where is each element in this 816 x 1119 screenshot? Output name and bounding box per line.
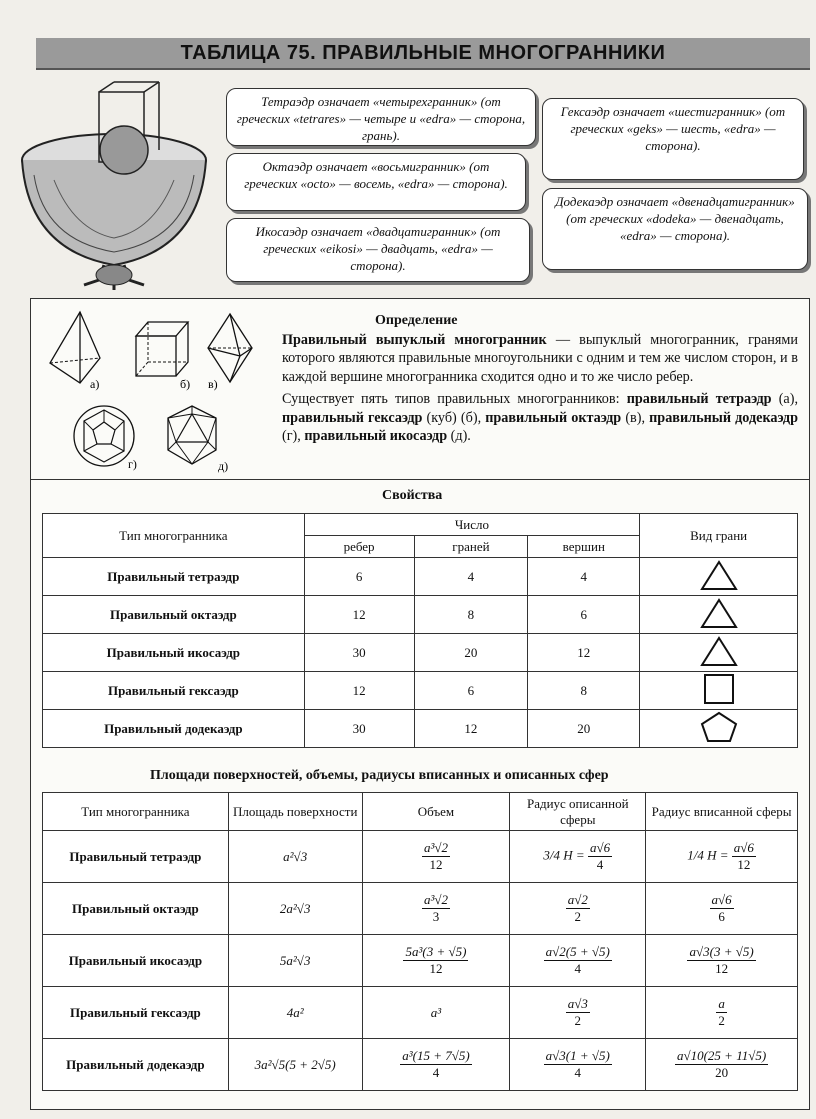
bubble-octahedron: Октаэдр означает «восьмигранник» (от греческих «octo» — восемь, «edra» — сторона).	[226, 153, 526, 211]
table-row: Правильный икосаэдр 5a²√3 $\frac{\text{5a³(3 + √5)}}{12}$ $\frac{a√2(5 + √5)}{4}$ $\frac{a√3(3 + √5)}{12}$	[43, 935, 798, 987]
bubble-icosahedron: Икосаэдр означает «двадцатигранник» (от греческих «eikosi» — двадцать, «edra» — сторона).	[226, 218, 530, 282]
table-row: Правильный гексаэдр 4a² a³ $\frac{a√3}{2}$ $\frac{a}{2}$	[43, 987, 798, 1039]
table-row: Правильный октаэдр 2a²√3 $\frac{\text{a³√2}}{3}$ $\frac{a√2}{2}$ $\frac{a√6}{6}$	[43, 883, 798, 935]
col-volume: Объем	[362, 793, 510, 831]
figure-label-b: б)	[180, 377, 191, 391]
triangle-face-icon	[699, 559, 739, 591]
col-face-view: Вид грани	[640, 514, 798, 558]
col-vertices: вершин	[528, 536, 640, 558]
col-edges: ребер	[304, 536, 414, 558]
col-faces: граней	[414, 536, 528, 558]
properties-title: Свойства	[382, 488, 443, 503]
formulas-table	[42, 792, 798, 1091]
table-row: Правильный додекаэдр 30 12 20	[43, 710, 798, 748]
col-type: Тип многогранника	[43, 793, 229, 831]
triangle-face-icon	[699, 635, 739, 667]
square-face-icon	[699, 673, 739, 705]
table-row: Правильный тетраэдр a²√3 $\frac{\text{a³√2}}{12}$ 3/4 H = $\frac{a√6}{4}$ 1/4 H = $\frac{a√6}{12}$	[43, 831, 798, 883]
table-row: Правильный икосаэдр 30 20 12	[43, 634, 798, 672]
definition-title: Определение	[375, 313, 458, 328]
table-row: Правильный додекаэдр 3a²√5(5 + 2√5) $\frac{\text{a³(15 + 7√5)}}{4}$ $\frac{a√3(1 + √5)}{4}$ $\frac{a√10(25 + 11√5)}{20}$	[43, 1039, 798, 1091]
page-title-bar	[36, 38, 810, 70]
page-title: ТАБЛИЦА 75. ПРАВИЛЬНЫЕ МНОГОГРАННИКИ	[180, 41, 666, 64]
figure-label-a: а)	[90, 377, 100, 391]
col-r-in: Радиус вписанной сферы	[646, 793, 798, 831]
octahedron-figure	[208, 314, 252, 391]
definition-text: Правильный выпуклый многогранник — выпуклый многогранник, гранями которого являются правильные многоугольники с одним и тем же числом сторон, и в каждой вершине многогранника сходится одно и то же число ребер. Существует пять типов правильных многогранников: правильный тетраэдр (а), правильный гексаэдр (куб) (б), правильный октаэдр (в), правильный додекаэдр (г), правильный икосаэдр (д).	[282, 332, 798, 445]
polyhedra-figures	[40, 308, 270, 478]
figure-label-d: г)	[128, 457, 137, 471]
table-row: Правильный тетраэдр 6 4 4	[43, 558, 798, 596]
tetrahedron-figure	[50, 312, 100, 391]
col-r-out: Радиус описанной сферы	[510, 793, 646, 831]
col-type: Тип многогранника	[43, 514, 305, 558]
pentagon-face-icon	[699, 711, 739, 743]
kepler-model-illustration	[14, 80, 214, 295]
bubble-tetrahedron: Тетраэдр означает «четырехгранник» (от греческих «tetrares» — четыре и «edra» — сторона, грань).	[226, 88, 536, 146]
triangle-face-icon	[699, 597, 739, 629]
definition-term: Правильный выпуклый многогранник	[282, 332, 547, 348]
bubble-dodecahedron: Додекаэдр означает «двенадцатигранник» (от греческих «dodeka» — двенадцать, «edra» — сторона).	[542, 188, 808, 270]
properties-table	[42, 513, 798, 748]
figure-label-c: в)	[208, 377, 218, 391]
divider	[31, 479, 809, 480]
table-row: Правильный октаэдр 12 8 6	[43, 596, 798, 634]
bubble-hexahedron: Гексаэдр означает «шестигранник» (от греческих «geks» — шесть, «edra» — сторона).	[542, 98, 804, 180]
col-number: Число	[304, 514, 640, 536]
icosahedron-figure	[168, 406, 228, 473]
col-area: Площадь поверхности	[228, 793, 362, 831]
figure-label-e: д)	[218, 459, 229, 473]
formulas-title: Площади поверхностей, объемы, радиусы вписанных и описанных сфер	[150, 768, 609, 783]
cube-figure	[136, 322, 190, 391]
table-row: Правильный гексаэдр 12 6 8	[43, 672, 798, 710]
dodecahedron-figure	[74, 406, 137, 471]
